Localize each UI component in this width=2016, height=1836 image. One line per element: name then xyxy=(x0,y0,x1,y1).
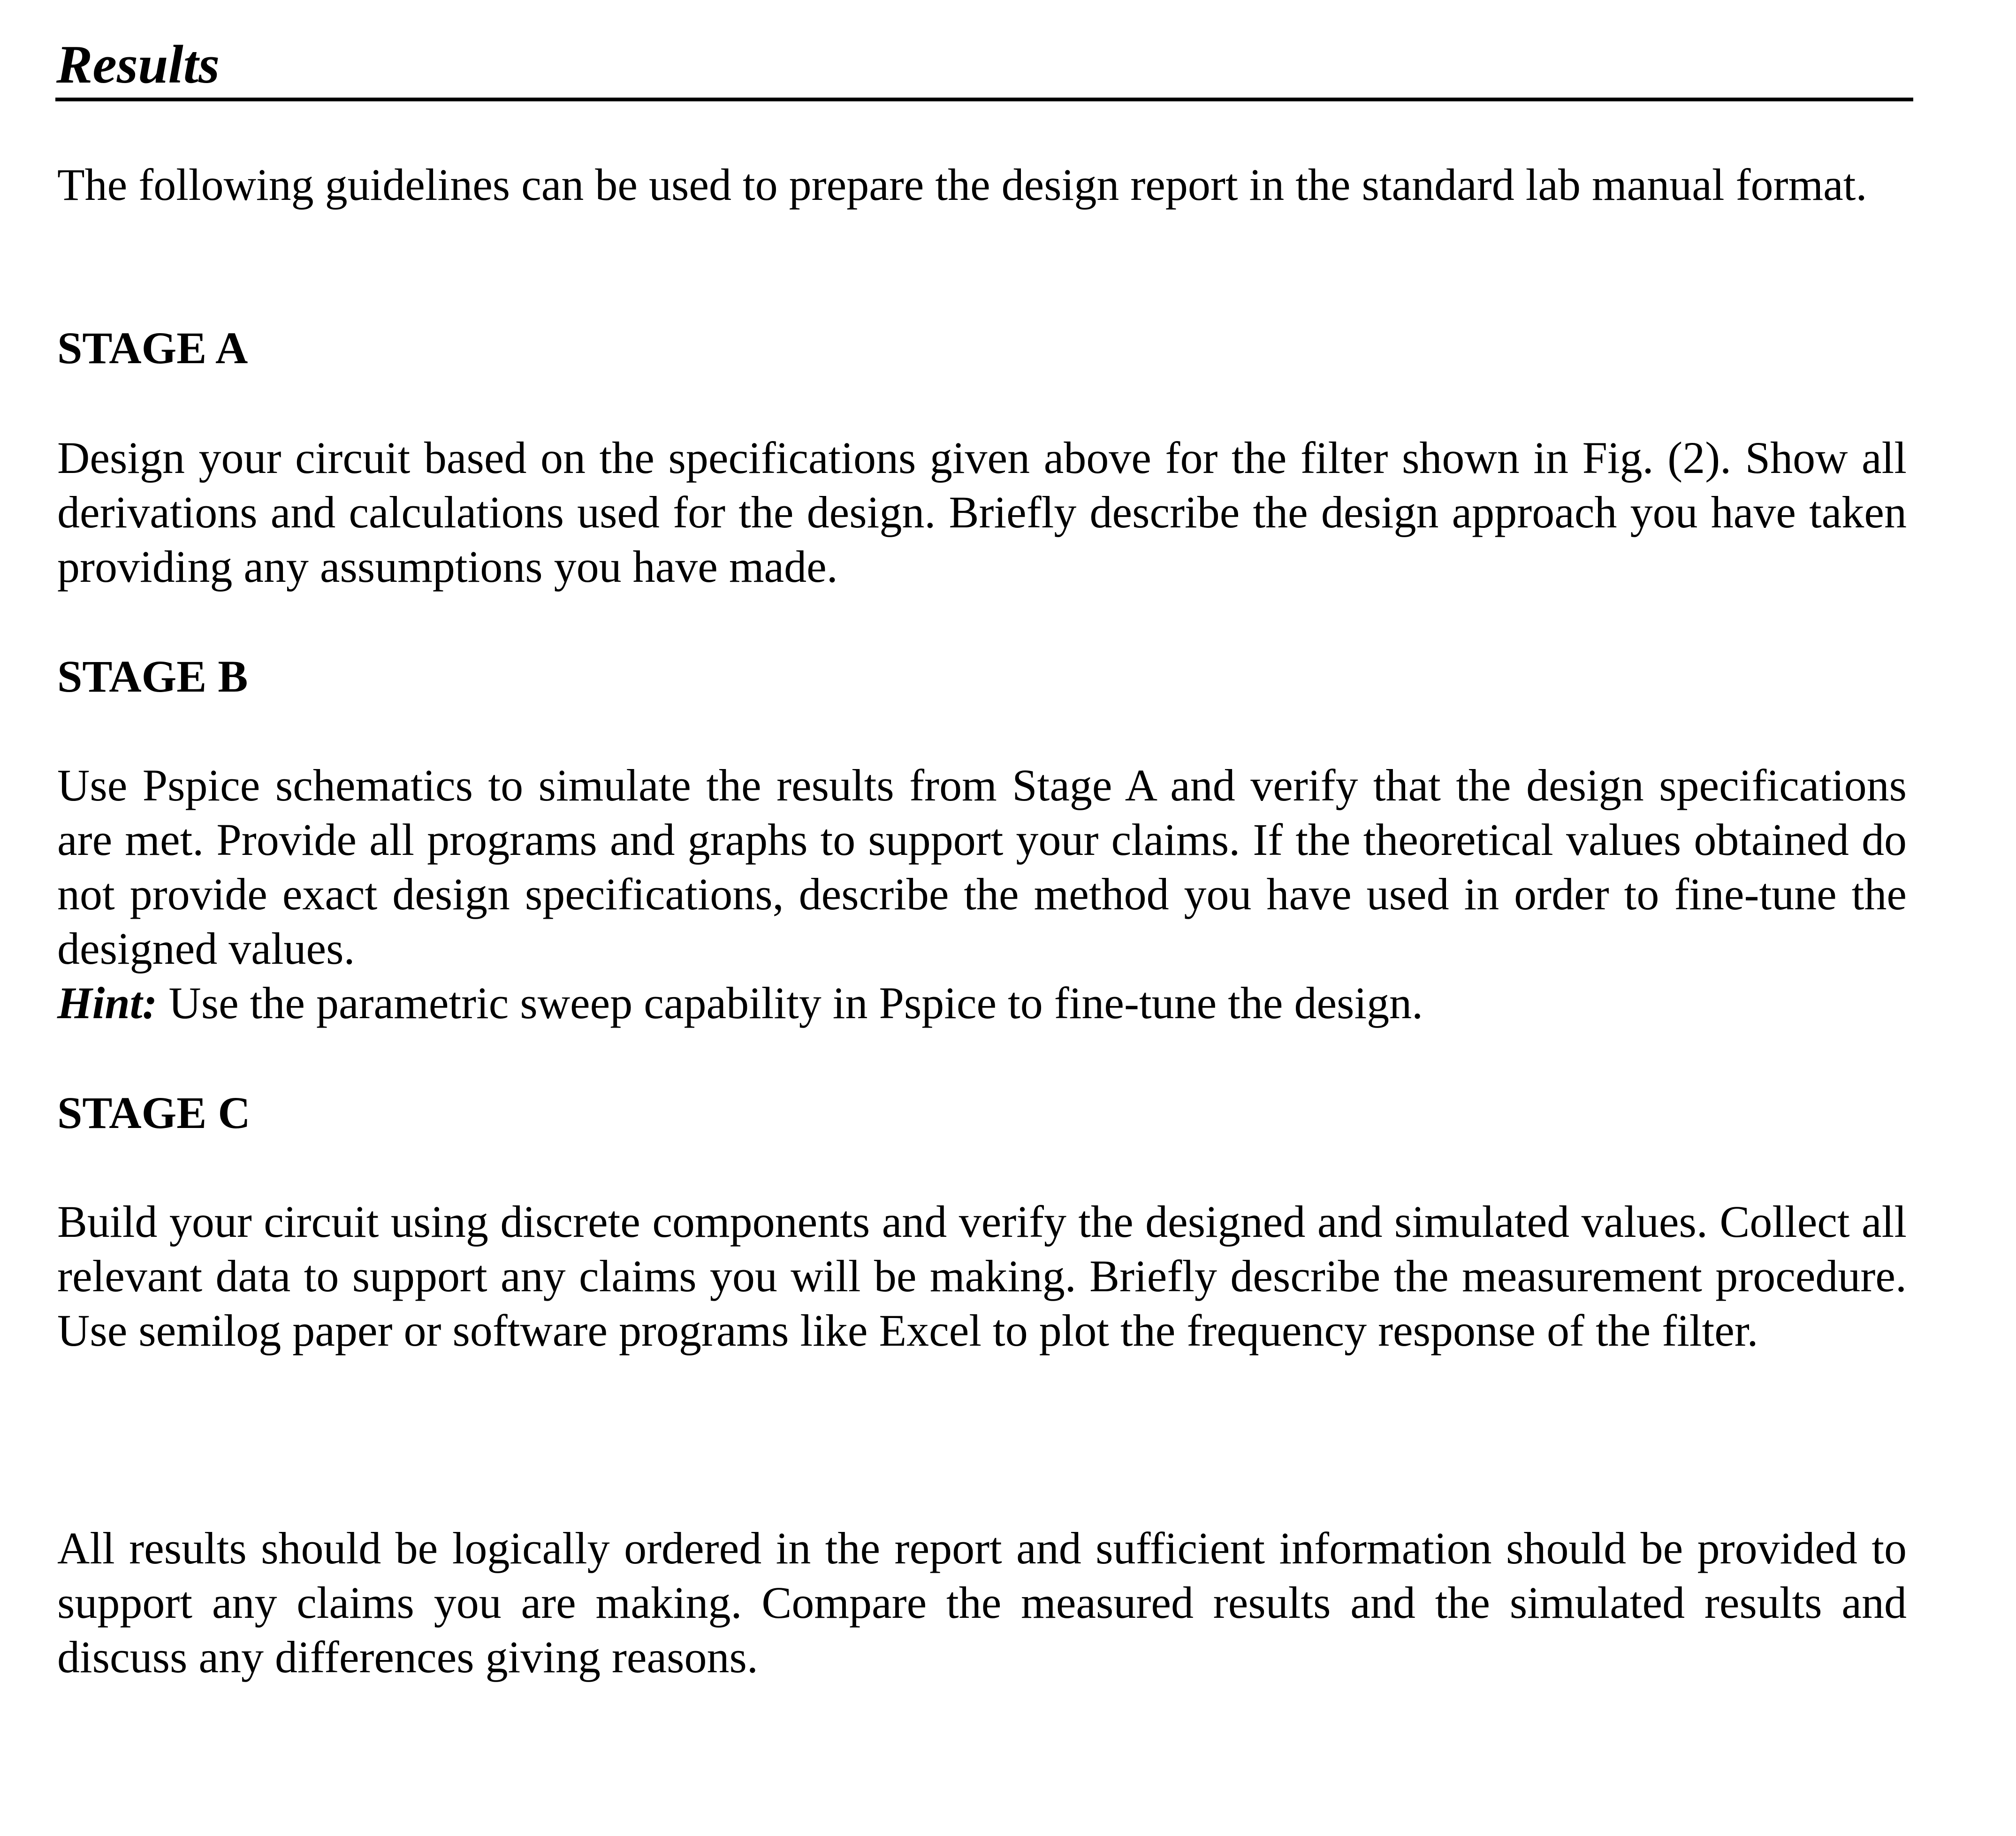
hint-text: Use the parametric sweep capability in Pspice to fine-tune the design. xyxy=(157,978,1423,1028)
intro-paragraph: The following guidelines can be used to prepare the design report in the standard lab manual format. xyxy=(57,160,1867,210)
stage-b-paragraph: Use Pspice schematics to simulate the results from Stage A and verify that the design specifications are met. Provide all programs and graphs to support your claims. If the theoretical values obtained do not provide exact design specifications, describe the method you have used in order to fine-tune the designed values. xyxy=(57,760,1907,974)
section-heading xyxy=(55,28,1913,101)
hint-line xyxy=(57,976,1907,1030)
closing-paragraph: All results should be logically ordered in the report and sufficient information should be provided to support any claims you are making. Compare the measured results and the simulated results and discuss any differences giving reasons. xyxy=(57,1523,1907,1682)
stage-a-title: STAGE A xyxy=(57,323,248,373)
stage-b-title: STAGE B xyxy=(57,651,248,701)
stage-a-paragraph: Design your circuit based on the specifications given above for the filter shown in Fig. (2). Show all derivations and calculations used for the design. Briefly describe the design approach you have taken providing any assumptions you have made. xyxy=(57,433,1907,592)
section-heading-text: Results xyxy=(56,35,220,95)
hint-label: Hint: xyxy=(57,978,158,1028)
stage-c-paragraph: Build your circuit using discrete components and verify the designed and simulated values. Collect all relevant data to support any claims you will be making. Briefly describe the measurement procedure. Use semilog paper or software programs like Excel to plot the frequency response of the filter. xyxy=(57,1196,1907,1356)
stage-c-title: STAGE C xyxy=(57,1088,251,1138)
